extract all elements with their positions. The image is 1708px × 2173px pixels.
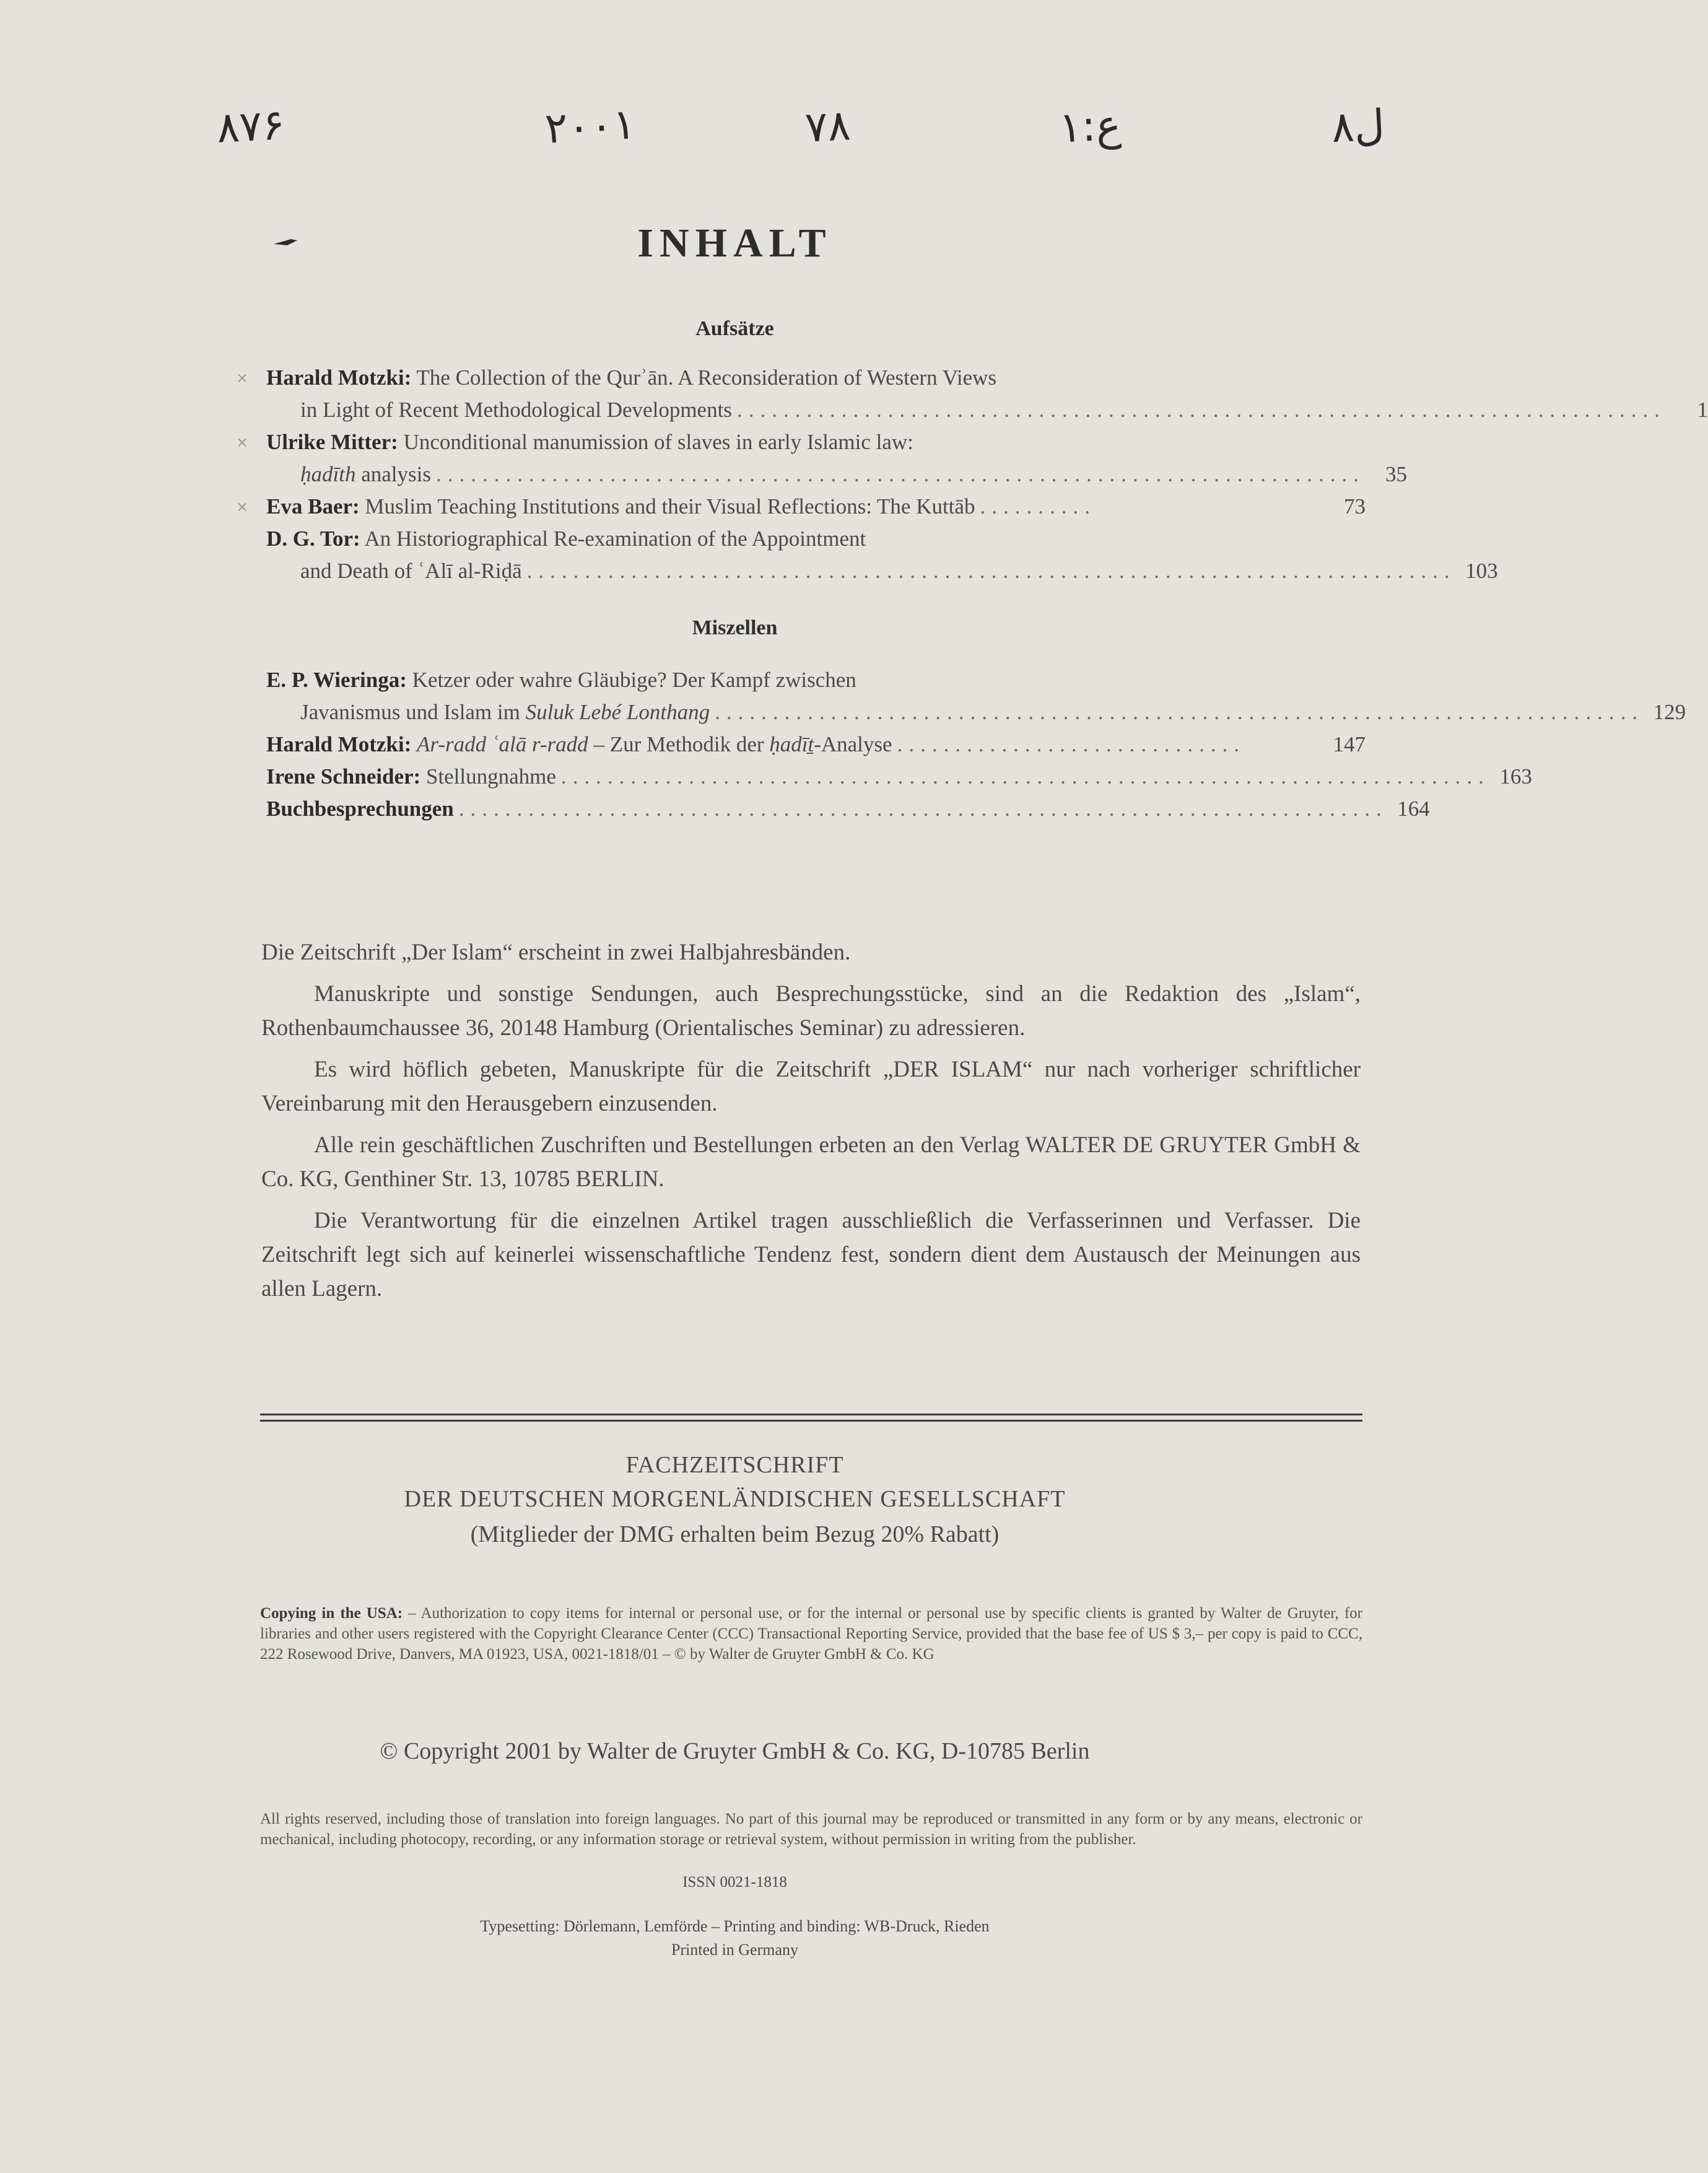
margin-mark: × (237, 496, 248, 518)
toc-author: Irene Schneider: (266, 764, 421, 789)
paragraph: Es wird höflich gebeten, Manuskripte für die Zeitschrift „DER ISLAM“ nur nach vorheriger schriftlicher Vereinbarung mit den Herausgebern einzusenden. (261, 1057, 1361, 1116)
toc-title-italic: Suluk Lebé Lonthang (525, 700, 710, 724)
toc-entry: Harald Motzki: Ar-radd ʿalā r-radd – Zur Methodik der ḥadīṯ-Analyse .............................. 147 (266, 728, 1366, 761)
margin-mark: × (237, 431, 248, 453)
toc-page: 129 (1653, 700, 1686, 724)
paragraph: Alle rein geschäftlichen Zuschriften und Bestellungen erbeten an den Verlag WALTER DE GRUYTER GmbH & Co. KG, Genthiner Str. 13, 10785 BERLIN. (261, 1132, 1361, 1192)
paragraph: Die Zeitschrift „Der Islam“ erscheint in zwei Halbjahresbänden. (261, 940, 851, 965)
section-heading-miszellen: Miszellen (692, 616, 778, 639)
toc-author: Eva Baer: (266, 494, 360, 518)
paragraph: Die Verantwortung für die einzelnen Artikel tragen ausschließlich die Verfasserinnen und Verfasser. Die Zeitschrift legt sich auf keinerlei wissenschaftliche Tendenz fest, sondern dient dem Austausch der Meinungen aus allen Lagern. (261, 1208, 1361, 1301)
issn: ISSN 0021-1818 (682, 1874, 787, 1891)
printed-in: Printed in Germany (671, 1941, 799, 1959)
handwritten-note-3: ۷۸ (803, 101, 852, 152)
toc-title: Ketzer oder wahre Gläubige? Der Kampf zwischen (412, 668, 856, 692)
handwritten-note-2: ۲۰۰۱ (544, 100, 637, 154)
journal-type: FACHZEITSCHRIFT (625, 1452, 844, 1478)
toc-miszellen (266, 664, 1686, 825)
toc-entry: × Ulrike Mitter: Unconditional manumission of slaves in early Islamic law: ḥadīth analysis ................................................................................ 35 (266, 426, 1366, 491)
toc-entry: Irene Schneider: Stellungnahme ................................................................................ 163 (266, 761, 1366, 793)
toc-page: 73 (1344, 494, 1366, 518)
toc-author: Ulrike Mitter: (266, 430, 398, 454)
handwritten-note-4: ع:۱ (1058, 100, 1123, 153)
toc-page: 147 (1333, 732, 1366, 756)
toc-title: The Collection of the Qurʾān. A Reconsideration of Western Views (416, 365, 997, 390)
typesetting-credit: Typesetting: Dörlemann, Lemförde – Printing and binding: WB-Druck, Rieden (480, 1917, 990, 1935)
toc-title: An Historiographical Re-examination of the Appointment (364, 527, 866, 551)
toc-author: Buchbesprechungen (266, 797, 454, 821)
toc-title-cont: analysis (361, 462, 431, 486)
section-heading-aufsaetze: Aufsätze (695, 317, 774, 340)
toc-title-cont: Javanismus und Islam im (300, 700, 520, 724)
member-discount: (Mitglieder der DMG erhalten beim Bezug 20% Rabatt) (470, 1521, 1000, 1547)
toc-entry: Buchbesprechungen ................................................................................ 164 (266, 793, 1366, 825)
toc-page: 163 (1499, 764, 1532, 789)
toc-title: – Zur Methodik der (593, 732, 764, 756)
toc-page: 103 (1465, 559, 1498, 583)
paragraph: Manuskripte und sonstige Sendungen, auch Besprechungsstücke, sind an die Redaktion des „Islam“, Rothenbaumchaussee 36, 20148 Hamburg (Orientalisches Seminar) zu adressieren. (261, 981, 1361, 1041)
toc-page: 164 (1397, 797, 1430, 821)
page-title: INHALT (637, 221, 832, 266)
toc-title-cont: in Light of Recent Methodological Developments (300, 398, 732, 422)
toc-title-italic: ḥadīth (300, 462, 356, 486)
toc-title-italic: Ar-radd ʿalā r-radd (417, 732, 588, 756)
toc-author: D. G. Tor: (266, 527, 360, 551)
toc-author: Harald Motzki: (266, 365, 412, 390)
toc-page: 35 (1385, 462, 1407, 486)
toc-title: Muslim Teaching Institutions and their Visual Reflections: The Kuttāb (365, 494, 975, 518)
handwritten-note-5: ل۸ (1330, 100, 1386, 153)
toc-entry: × Eva Baer: Muslim Teaching Institutions and their Visual Reflections: The Kuttāb .......... 73 (266, 491, 1366, 523)
toc-entry: D. G. Tor: An Historiographical Re-examination of the Appointment and Death of ʿAlī al-Riḍā ................................................................................ 103 (266, 523, 1366, 587)
copying-label: Copying in the USA: (260, 1605, 403, 1622)
editorial-notes (261, 935, 1361, 1313)
society-name: DER DEUTSCHEN MORGENLÄNDISCHEN GESELLSCHAFT (404, 1486, 1066, 1512)
handwritten-note-1: ۸۷۶ (216, 100, 286, 153)
toc-entry: × Harald Motzki: The Collection of the Qurʾān. A Reconsideration of Western Views in Light of Recent Methodological Developments ................................................................................ 1 (266, 362, 1366, 426)
toc-author: Harald Motzki: (266, 732, 412, 756)
toc-page: 1 (1697, 398, 1708, 422)
toc-title-suffix: -Analyse (814, 732, 892, 756)
copying-text: – Authorization to copy items for internal or personal use, or for the internal or personal use by specific clients is granted by Walter de Gruyter, for libraries and other users registered with the Copyright Clearance Center (CCC) Transactional Reporting Service, provided that the base fee of US $ 3,– per copy is paid to CCC, 222 Rosewood Drive, Danvers, MA 01923, USA, 0021-1818/01 – © by Walter de Gruyter GmbH & Co. KG (260, 1605, 1363, 1663)
toc-title-italic-2: ḥadīṯ (769, 732, 814, 756)
toc-entry: E. P. Wieringa: Ketzer oder wahre Gläubige? Der Kampf zwischen Javanismus und Islam im Suluk Lebé Lonthang ................................................................................ 129 (266, 664, 1366, 728)
toc-title: Stellungnahme (425, 764, 556, 789)
toc-title: Unconditional manumission of slaves in early Islamic law: (403, 430, 913, 454)
rights-notice: All rights reserved, including those of translation into foreign languages. No part of this journal may be reproduced or transmitted in any form or by any means, electronic or mechanical, including photocopy, recording, or any information storage or retrieval system, without permission in writing from the publisher. (260, 1811, 1362, 1848)
margin-mark: × (237, 367, 248, 389)
copying-notice (260, 1603, 1362, 1664)
copyright-line: © Copyright 2001 by Walter de Gruyter GmbH & Co. KG, D-10785 Berlin (380, 1738, 1090, 1764)
divider-rule-bottom (260, 1420, 1362, 1422)
toc-title-cont: and Death of ʿAlī al-Riḍā (300, 559, 522, 583)
toc-aufsaetze (237, 362, 1708, 587)
divider-rule-top (260, 1414, 1362, 1415)
toc-author: E. P. Wieringa: (266, 668, 407, 692)
